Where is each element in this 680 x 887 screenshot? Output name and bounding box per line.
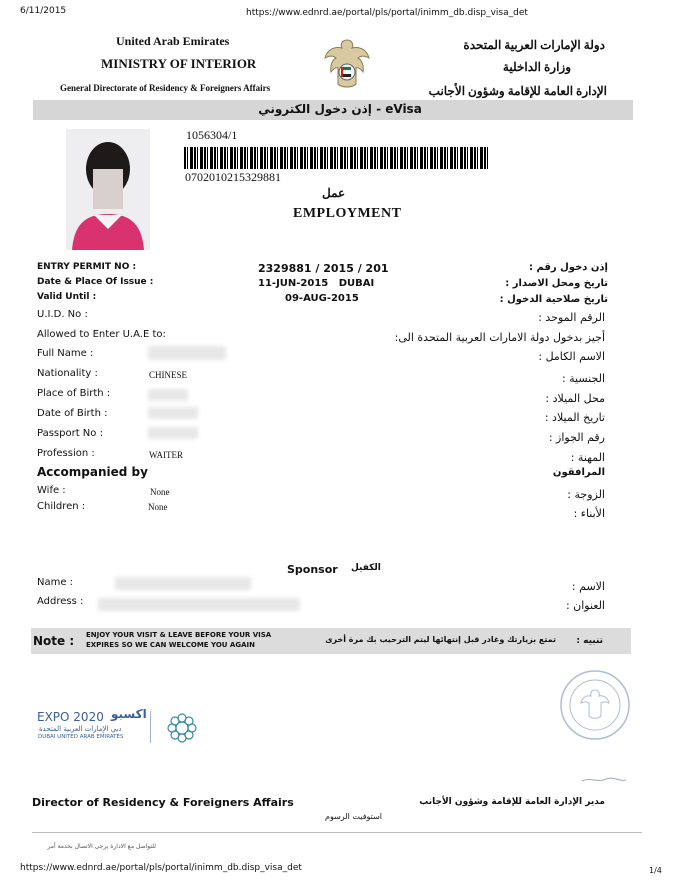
ministry-en: MINISTRY OF INTERIOR	[101, 56, 257, 71]
profession-label-ar: المهنة :	[570, 451, 605, 464]
footer-divider	[32, 832, 642, 833]
sponsor-heading: Sponsor	[287, 563, 338, 576]
fees-ar: استوفيت الرسوم	[325, 812, 382, 821]
children-label: Children :	[37, 501, 86, 512]
director-en: Director of Residency & Foreigners Affairs	[32, 796, 294, 809]
file-number: 1056304/1	[186, 128, 238, 142]
visa-type-en: EMPLOYMENT	[293, 206, 402, 221]
entry-permit-label: ENTRY PERMIT NO :	[37, 262, 137, 272]
expo-sub-ar: دبي الإمارات العربية المتحدة	[39, 725, 122, 733]
barcode	[184, 147, 490, 169]
profession-label: Profession :	[37, 448, 95, 459]
wife-label: Wife :	[37, 485, 66, 496]
profession-value: WAITER	[149, 450, 183, 460]
print-url: https://www.ednrd.ae/portal/pls/portal/inimm_db.disp_visa_det	[246, 8, 528, 18]
date-of-birth-redacted	[148, 407, 198, 419]
country-ar: دولة الإمارات العربية المتحدة	[463, 38, 605, 52]
expo-ar: اكسبو	[111, 707, 147, 721]
note-text-line1: ENJOY YOUR VISIT & LEAVE BEFORE YOUR VISA	[86, 631, 272, 639]
valid-until-value: 09-AUG-2015	[285, 293, 359, 304]
allowed-label: Allowed to Enter U.A.E to:	[37, 329, 166, 340]
expo-en: EXPO 2020	[37, 710, 104, 724]
expo-divider	[150, 711, 151, 743]
visa-type-ar: عمل	[322, 186, 346, 200]
signature-icon	[580, 770, 628, 780]
full-name-label: Full Name :	[37, 348, 94, 359]
full-name-label-ar: الاسم الكامل :	[538, 350, 605, 363]
holder-photo	[66, 129, 150, 250]
wife-value: None	[150, 487, 170, 497]
issue-label-ar: تاريخ ومحل الاصدار :	[505, 278, 608, 289]
uid-label: U.I.D. No :	[37, 309, 88, 320]
directorate-en: General Directorate of Residency & Foreigners Affairs	[60, 83, 271, 93]
place-of-birth-label: Place of Birth :	[37, 388, 111, 399]
expo-sub-en: DUBAI UNITED ARAB EMIRATES	[38, 734, 124, 740]
full-name-redacted	[148, 346, 226, 360]
sponsor-address-redacted	[98, 598, 300, 611]
sponsor-address-label-ar: العنوان :	[565, 599, 605, 612]
ministry-ar: وزارة الداخلية	[502, 60, 571, 74]
date-of-birth-label-ar: تاريخ الميلاد :	[544, 411, 605, 424]
barcode-number: 0702010215329881	[185, 170, 281, 184]
sponsor-name-label: Name :	[37, 577, 74, 588]
country-en: United Arab Emirates	[116, 34, 230, 48]
director-ar: مدير الإدارة العامة للإقامة وشؤون الأجانب	[419, 797, 605, 807]
falcon-emblem-icon	[322, 36, 372, 92]
accompanied-heading-ar: المرافقون	[552, 467, 605, 478]
note-label: Note :	[33, 634, 75, 648]
evisa-title: إذن دخول الكتروني - eVisa	[258, 102, 422, 116]
valid-until-label: Valid Until :	[37, 292, 97, 302]
passport-label-ar: رقم الجواز :	[548, 431, 605, 444]
place-of-birth-label-ar: محل الميلاد :	[545, 392, 605, 405]
nationality-label-ar: الجنسية :	[561, 372, 605, 385]
note-text-ar: تمتع بزيارتك وغادر قبل إنتهائها ليتم الترحيب بك مرة أخرى	[325, 635, 556, 644]
official-stamp-icon	[558, 668, 632, 742]
footer-url: https://www.ednrd.ae/portal/pls/portal/inimm_db.disp_visa_det	[20, 863, 302, 873]
issue-label: Date & Place Of Issue :	[37, 277, 154, 287]
valid-until-label-ar: تاريخ صلاحية الدخول :	[499, 294, 608, 305]
sponsor-name-label-ar: الاسم :	[571, 580, 605, 593]
date-of-birth-label: Date of Birth :	[37, 408, 108, 419]
sponsor-address-label: Address :	[37, 596, 84, 607]
sponsor-name-redacted	[115, 577, 251, 590]
page-number: 1/4	[649, 866, 662, 875]
passport-redacted	[148, 427, 198, 439]
nationality-label: Nationality :	[37, 368, 98, 379]
uid-label-ar: الرقم الموحد :	[538, 311, 605, 324]
note-text-line2: EXPIRES SO WE CAN WELCOME YOU AGAIN	[86, 641, 255, 649]
wife-label-ar: الزوجة :	[567, 488, 605, 501]
nationality-value: CHINESE	[149, 370, 187, 380]
children-value: None	[148, 502, 168, 512]
contact-ar: للتواصل مع الادارة يرجى الاتصال بخدمة أمر	[47, 843, 156, 850]
note-label-ar: تنبيه :	[576, 636, 603, 646]
passport-label: Passport No :	[37, 428, 103, 439]
entry-permit-value: 2329881 / 2015 / 201	[258, 262, 389, 275]
print-date: 6/11/2015	[20, 6, 67, 16]
place-of-birth-redacted	[148, 389, 188, 401]
allowed-label-ar: أجيز بدخول دولة الامارات العربية المتحدة الى:	[394, 331, 605, 344]
entry-permit-label-ar: إذن دخول رقم :	[529, 262, 608, 273]
accompanied-heading: Accompanied by	[37, 465, 148, 479]
children-label-ar: الأبناء :	[573, 507, 605, 520]
directorate-ar: الإدارة العامة للإقامة وشؤون الأجانب	[428, 84, 607, 98]
issue-value: 11-JUN-2015 DUBAI	[258, 278, 375, 289]
sponsor-heading-ar: الكفيل	[351, 563, 381, 573]
expo-ring-icon	[163, 709, 201, 747]
